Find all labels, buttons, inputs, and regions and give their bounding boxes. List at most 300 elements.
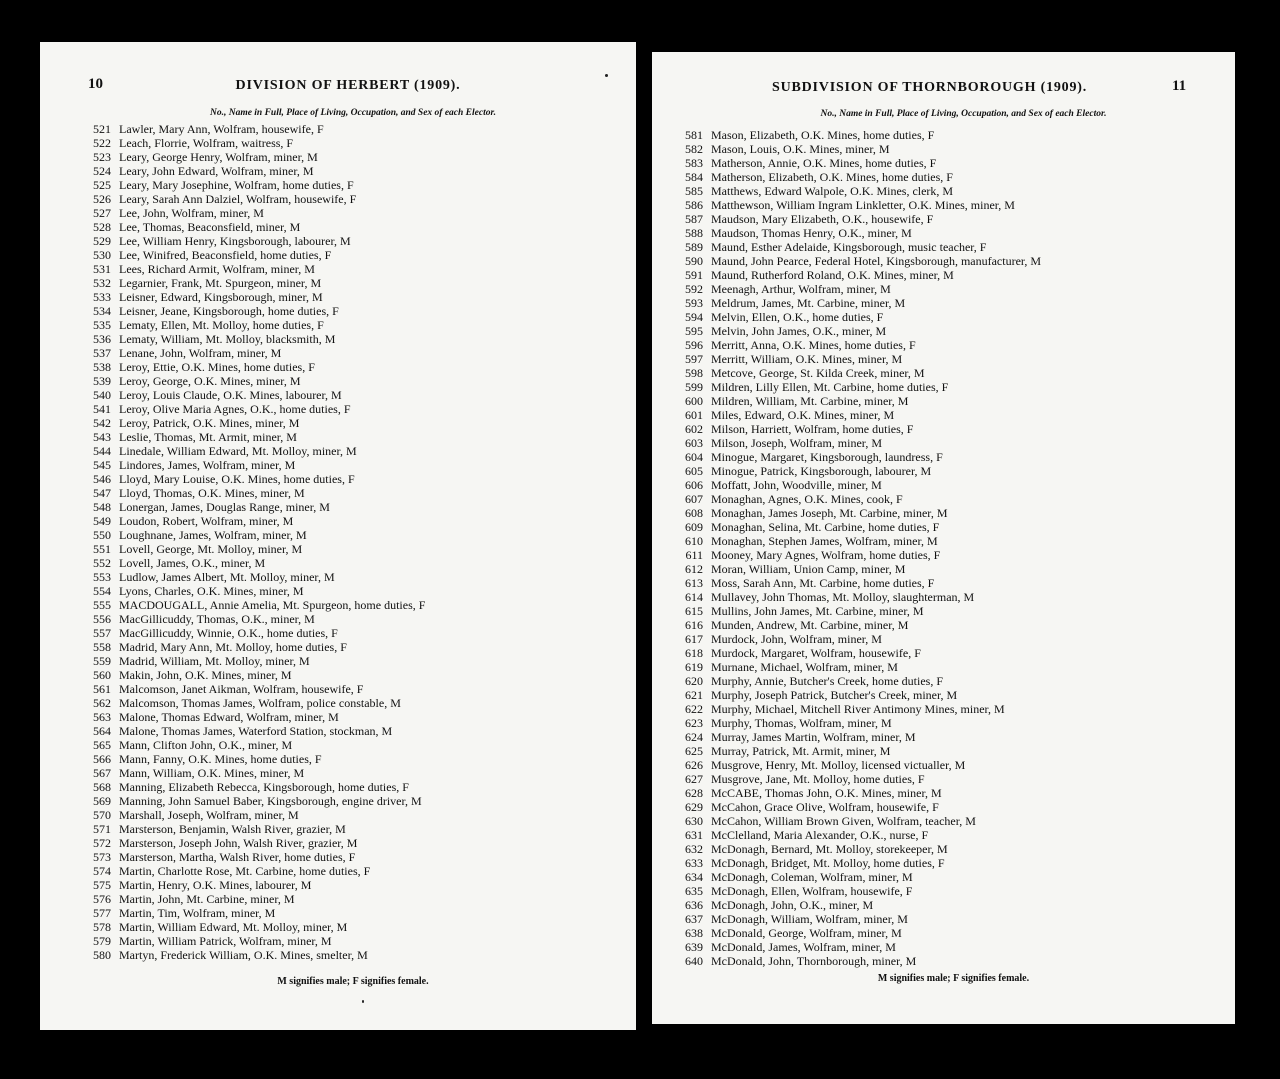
elector-entry (80, 164, 425, 178)
elector-details: Mann, Fanny, O.K. Mines, home duties, F (119, 752, 322, 766)
elector-number: 527 (93, 206, 111, 220)
elector-entry (80, 766, 425, 780)
elector-entry (672, 632, 1041, 646)
elector-number: 614 (685, 590, 703, 604)
page-footer: M signifies male; F signifies female. (877, 973, 1030, 984)
elector-number: 542 (93, 416, 111, 430)
elector-details: MacGillicuddy, Thomas, O.K., miner, M (119, 612, 315, 626)
elector-details: Leslie, Thomas, Mt. Armit, miner, M (119, 430, 297, 444)
elector-details: Minogue, Margaret, Kingsborough, laundress, F (711, 450, 943, 464)
elector-details: Murphy, Thomas, Wolfram, miner, M (711, 716, 892, 730)
elector-details: Leary, George Henry, Wolfram, miner, M (119, 150, 318, 164)
elector-number: 586 (685, 198, 703, 212)
elector-number: 595 (685, 324, 703, 338)
elector-details: Leroy, Olive Maria Agnes, O.K., home duties, F (119, 402, 351, 416)
elector-details: Lees, Richard Armit, Wolfram, miner, M (119, 262, 315, 276)
elector-number: 569 (93, 794, 111, 808)
elector-details: Mooney, Mary Agnes, Wolfram, home duties, F (711, 548, 941, 562)
elector-number: 568 (93, 780, 111, 794)
elector-details: McCahon, Grace Olive, Wolfram, housewife, F (711, 800, 939, 814)
elector-entry (672, 576, 1041, 590)
elector-number: 524 (93, 164, 111, 178)
elector-number: 602 (685, 422, 703, 436)
elector-entry (672, 744, 1041, 758)
elector-number: 598 (685, 366, 703, 380)
elector-details: Maund, John Pearce, Federal Hotel, Kingsborough, manufacturer, M (711, 254, 1042, 268)
elector-entry (672, 800, 1041, 814)
elector-details: Matthews, Edward Walpole, O.K. Mines, clerk, M (711, 184, 954, 198)
elector-entry (80, 290, 425, 304)
elector-number: 533 (93, 290, 111, 304)
elector-entry (80, 682, 425, 696)
elector-entry (80, 864, 425, 878)
elector-details: Marsterson, Joseph John, Walsh River, grazier, M (119, 836, 358, 850)
elector-number: 620 (685, 674, 703, 688)
elector-details: Lematy, Ellen, Mt. Molloy, home duties, F (119, 318, 324, 332)
elector-entry (80, 388, 425, 402)
elector-details: McClelland, Maria Alexander, O.K., nurse, F (711, 828, 929, 842)
elector-entry (672, 842, 1041, 856)
elector-details: Lenane, John, Wolfram, miner, M (119, 346, 282, 360)
elector-details: Marsterson, Benjamin, Walsh River, grazier, M (119, 822, 346, 836)
elector-entry (672, 506, 1041, 520)
elector-details: Leroy, George, O.K. Mines, miner, M (119, 374, 301, 388)
elector-details: Lovell, George, Mt. Molloy, miner, M (119, 542, 303, 556)
elector-entry (672, 142, 1041, 156)
elector-entry (672, 310, 1041, 324)
elector-details: Murphy, Michael, Mitchell River Antimony Mines, miner, M (711, 702, 1005, 716)
elector-entry (672, 240, 1041, 254)
elector-details: Lematy, William, Mt. Molloy, blacksmith, M (119, 332, 336, 346)
elector-details: Leisner, Edward, Kingsborough, miner, M (119, 290, 323, 304)
elector-number: 594 (685, 310, 703, 324)
page-title: SUBDIVISION OF THORNBOROUGH (1909). (772, 80, 1088, 95)
elector-entry (80, 906, 425, 920)
elector-details: McCahon, William Brown Given, Wolfram, teacher, M (711, 814, 976, 828)
elector-details: Martin, John, Mt. Carbine, miner, M (119, 892, 295, 906)
elector-entry (672, 814, 1041, 828)
elector-number: 550 (93, 528, 111, 542)
elector-entry (80, 150, 425, 164)
elector-list (80, 122, 425, 962)
elector-details: Leary, John Edward, Wolfram, miner, M (119, 164, 314, 178)
elector-details: Manning, John Samuel Baber, Kingsborough, engine driver, M (119, 794, 422, 808)
elector-details: Monaghan, Agnes, O.K. Mines, cook, F (711, 492, 903, 506)
elector-entry (672, 170, 1041, 184)
elector-number: 631 (685, 828, 703, 842)
elector-details: Matherson, Annie, O.K. Mines, home duties, F (711, 156, 937, 170)
elector-number: 634 (685, 870, 703, 884)
elector-details: Lloyd, Mary Louise, O.K. Mines, home duties, F (119, 472, 355, 486)
elector-entry (672, 492, 1041, 506)
elector-entry (672, 786, 1041, 800)
elector-details: Malcomson, Thomas James, Wolfram, police constable, M (119, 696, 401, 710)
elector-number: 584 (685, 170, 703, 184)
elector-entry (672, 660, 1041, 674)
elector-entry (80, 556, 425, 570)
elector-number: 573 (93, 850, 111, 864)
elector-number: 590 (685, 254, 703, 268)
elector-entry (672, 758, 1041, 772)
elector-entry (672, 688, 1041, 702)
elector-entry (672, 940, 1041, 954)
elector-entry (80, 668, 425, 682)
elector-entry (80, 570, 425, 584)
elector-number: 605 (685, 464, 703, 478)
elector-details: MACDOUGALL, Annie Amelia, Mt. Spurgeon, home duties, F (119, 598, 426, 612)
elector-details: Merritt, William, O.K. Mines, miner, M (711, 352, 903, 366)
elector-entry (672, 198, 1041, 212)
elector-number: 558 (93, 640, 111, 654)
elector-details: Lonergan, James, Douglas Range, miner, M (119, 500, 330, 514)
elector-entry (80, 318, 425, 332)
elector-details: Melvin, John James, O.K., miner, M (711, 324, 887, 338)
elector-entry (80, 276, 425, 290)
elector-details: Leach, Florrie, Wolfram, waitress, F (119, 136, 294, 150)
elector-details: Munden, Andrew, Mt. Carbine, miner, M (711, 618, 909, 632)
elector-entry (672, 226, 1041, 240)
elector-number: 639 (685, 940, 703, 954)
elector-details: Linedale, William Edward, Mt. Molloy, miner, M (119, 444, 357, 458)
elector-details: Lloyd, Thomas, O.K. Mines, miner, M (119, 486, 305, 500)
elector-number: 635 (685, 884, 703, 898)
elector-number: 616 (685, 618, 703, 632)
elector-number: 551 (93, 542, 111, 556)
elector-details: Ludlow, James Albert, Mt. Molloy, miner, M (119, 570, 335, 584)
elector-number: 626 (685, 758, 703, 772)
elector-number: 538 (93, 360, 111, 374)
elector-entry (80, 486, 425, 500)
elector-number: 544 (93, 444, 111, 458)
elector-details: Mason, Elizabeth, O.K. Mines, home duties, F (711, 128, 935, 142)
elector-number: 610 (685, 534, 703, 548)
elector-details: McDonald, James, Wolfram, miner, M (711, 940, 896, 954)
elector-number: 548 (93, 500, 111, 514)
elector-entry (80, 220, 425, 234)
elector-number: 621 (685, 688, 703, 702)
elector-entry (672, 716, 1041, 730)
elector-number: 571 (93, 822, 111, 836)
elector-entry (672, 478, 1041, 492)
elector-number: 611 (685, 548, 703, 562)
elector-entry (80, 416, 425, 430)
elector-number: 554 (93, 584, 111, 598)
elector-number: 547 (93, 486, 111, 500)
elector-details: Milson, Harriett, Wolfram, home duties, F (711, 422, 914, 436)
print-speck (362, 1000, 364, 1003)
elector-entry (80, 948, 425, 962)
elector-number: 592 (685, 282, 703, 296)
elector-details: Minogue, Patrick, Kingsborough, labourer, M (711, 464, 932, 478)
elector-details: Maund, Esther Adelaide, Kingsborough, music teacher, F (711, 240, 987, 254)
elector-number: 555 (93, 598, 111, 612)
elector-entry (672, 520, 1041, 534)
elector-details: Martin, Henry, O.K. Mines, labourer, M (119, 878, 312, 892)
elector-number: 563 (93, 710, 111, 724)
elector-entry (672, 408, 1041, 422)
elector-entry (80, 374, 425, 388)
page-title: DIVISION OF HERBERT (1909). (235, 78, 461, 93)
elector-number: 574 (93, 864, 111, 878)
elector-number: 572 (93, 836, 111, 850)
elector-details: Murdock, Margaret, Wolfram, housewife, F (711, 646, 921, 660)
elector-number: 560 (93, 668, 111, 682)
elector-number: 549 (93, 514, 111, 528)
elector-entry (80, 626, 425, 640)
elector-number: 600 (685, 394, 703, 408)
elector-details: McCABE, Thomas John, O.K. Mines, miner, M (711, 786, 942, 800)
elector-number: 540 (93, 388, 111, 402)
elector-details: Miles, Edward, O.K. Mines, miner, M (711, 408, 895, 422)
elector-number: 629 (685, 800, 703, 814)
elector-details: McDonald, George, Wolfram, miner, M (711, 926, 902, 940)
elector-number: 532 (93, 276, 111, 290)
elector-details: Meldrum, James, Mt. Carbine, miner, M (711, 296, 906, 310)
elector-entry (672, 380, 1041, 394)
elector-details: Milson, Joseph, Wolfram, miner, M (711, 436, 882, 450)
elector-details: Lee, Thomas, Beaconsfield, miner, M (119, 220, 301, 234)
elector-number: 603 (685, 436, 703, 450)
elector-number: 545 (93, 458, 111, 472)
elector-number: 601 (685, 408, 703, 422)
elector-entry (80, 458, 425, 472)
elector-details: Malcomson, Janet Aikman, Wolfram, housewife, F (119, 682, 364, 696)
page-number: 10 (88, 76, 103, 92)
elector-entry (80, 724, 425, 738)
elector-number: 521 (93, 122, 111, 136)
elector-entry (672, 128, 1041, 142)
elector-details: McDonagh, Ellen, Wolfram, housewife, F (711, 884, 913, 898)
elector-entry (80, 920, 425, 934)
elector-entry (672, 268, 1041, 282)
elector-details: Leary, Sarah Ann Dalziel, Wolfram, housewife, F (119, 192, 357, 206)
elector-number: 624 (685, 730, 703, 744)
elector-details: Mason, Louis, O.K. Mines, miner, M (711, 142, 890, 156)
elector-number: 588 (685, 226, 703, 240)
elector-details: Leary, Mary Josephine, Wolfram, home duties, F (119, 178, 354, 192)
elector-number: 543 (93, 430, 111, 444)
elector-entry (672, 926, 1041, 940)
elector-details: Mildren, William, Mt. Carbine, miner, M (711, 394, 909, 408)
elector-details: Murphy, Joseph Patrick, Butcher's Creek, miner, M (711, 688, 958, 702)
elector-entry (672, 618, 1041, 632)
elector-number: 525 (93, 178, 111, 192)
elector-entry (80, 262, 425, 276)
elector-details: Mann, Clifton John, O.K., miner, M (119, 738, 293, 752)
elector-details: MacGillicuddy, Winnie, O.K., home duties, F (119, 626, 338, 640)
elector-number: 537 (93, 346, 111, 360)
elector-details: Martin, William Patrick, Wolfram, miner, M (119, 934, 332, 948)
elector-entry (80, 136, 425, 150)
elector-details: Murdock, John, Wolfram, miner, M (711, 632, 882, 646)
elector-entry (80, 710, 425, 724)
elector-details: Maund, Rutherford Roland, O.K. Mines, miner, M (711, 268, 954, 282)
elector-entry (672, 450, 1041, 464)
elector-entry (672, 772, 1041, 786)
elector-number: 596 (685, 338, 703, 352)
page-footer: M signifies male; F signifies female. (277, 976, 429, 987)
elector-details: Leroy, Louis Claude, O.K. Mines, labourer, M (119, 388, 342, 402)
elector-entry (672, 534, 1041, 548)
elector-entry (672, 646, 1041, 660)
elector-details: Leisner, Jeane, Kingsborough, home duties, F (119, 304, 339, 318)
elector-entry (80, 598, 425, 612)
elector-details: McDonagh, John, O.K., miner, M (711, 898, 874, 912)
elector-number: 567 (93, 766, 111, 780)
elector-details: Matherson, Elizabeth, O.K. Mines, home duties, F (711, 170, 953, 184)
elector-number: 529 (93, 234, 111, 248)
elector-details: McDonagh, Coleman, Wolfram, miner, M (711, 870, 913, 884)
print-speck (605, 74, 608, 77)
elector-entry (672, 590, 1041, 604)
elector-number: 536 (93, 332, 111, 346)
elector-entry (80, 738, 425, 752)
elector-number: 622 (685, 702, 703, 716)
elector-entry (80, 654, 425, 668)
elector-number: 582 (685, 142, 703, 156)
elector-number: 636 (685, 898, 703, 912)
elector-entry (672, 184, 1041, 198)
elector-details: Leroy, Ettie, O.K. Mines, home duties, F (119, 360, 315, 374)
elector-number: 628 (685, 786, 703, 800)
elector-entry (80, 836, 425, 850)
elector-entry (80, 248, 425, 262)
elector-number: 589 (685, 240, 703, 254)
elector-entry (672, 604, 1041, 618)
elector-number: 587 (685, 212, 703, 226)
elector-list (672, 128, 1041, 968)
elector-number: 562 (93, 696, 111, 710)
elector-number: 552 (93, 556, 111, 570)
elector-number: 604 (685, 450, 703, 464)
elector-number: 627 (685, 772, 703, 786)
column-subheader: No., Name in Full, Place of Living, Occupation, and Sex of each Elector. (820, 109, 1107, 119)
elector-number: 609 (685, 520, 703, 534)
elector-details: Loudon, Robert, Wolfram, miner, M (119, 514, 294, 528)
elector-number: 593 (685, 296, 703, 310)
elector-number: 539 (93, 374, 111, 388)
elector-number: 617 (685, 632, 703, 646)
elector-number: 534 (93, 304, 111, 318)
elector-entry (672, 954, 1041, 968)
elector-number: 585 (685, 184, 703, 198)
elector-number: 608 (685, 506, 703, 520)
elector-number: 606 (685, 478, 703, 492)
elector-number: 607 (685, 492, 703, 506)
elector-entry (80, 780, 425, 794)
elector-number: 640 (685, 954, 703, 968)
elector-details: Loughnane, James, Wolfram, miner, M (119, 528, 307, 542)
elector-entry (672, 338, 1041, 352)
elector-details: Murphy, Annie, Butcher's Creek, home duties, F (711, 674, 944, 688)
elector-entry (672, 352, 1041, 366)
elector-details: Lyons, Charles, O.K. Mines, miner, M (119, 584, 304, 598)
elector-entry (80, 402, 425, 416)
elector-entry (80, 934, 425, 948)
elector-details: Mullavey, John Thomas, Mt. Molloy, slaughterman, M (711, 590, 975, 604)
elector-number: 630 (685, 814, 703, 828)
elector-entry (80, 122, 425, 136)
elector-number: 528 (93, 220, 111, 234)
elector-number: 531 (93, 262, 111, 276)
elector-entry (80, 514, 425, 528)
elector-number: 597 (685, 352, 703, 366)
elector-entry (672, 212, 1041, 226)
elector-details: Lee, Winifred, Beaconsfield, home duties, F (119, 248, 332, 262)
elector-number: 577 (93, 906, 111, 920)
elector-number: 623 (685, 716, 703, 730)
elector-number: 581 (685, 128, 703, 142)
elector-details: Monaghan, Selina, Mt. Carbine, home duties, F (711, 520, 940, 534)
right-page (652, 52, 1235, 1024)
elector-entry (80, 528, 425, 542)
elector-number: 557 (93, 626, 111, 640)
elector-details: Maudson, Mary Elizabeth, O.K., housewife, F (711, 212, 934, 226)
elector-entry (672, 394, 1041, 408)
elector-details: Malone, Thomas Edward, Wolfram, miner, M (119, 710, 339, 724)
elector-entry (672, 436, 1041, 450)
elector-entry (80, 206, 425, 220)
elector-details: Martin, Charlotte Rose, Mt. Carbine, home duties, F (119, 864, 371, 878)
elector-details: Mullins, John James, Mt. Carbine, miner, M (711, 604, 924, 618)
elector-number: 580 (93, 948, 111, 962)
elector-entry (80, 794, 425, 808)
elector-details: Matthewson, William Ingram Linkletter, O.K. Mines, miner, M (711, 198, 1015, 212)
elector-details: Martin, William Edward, Mt. Molloy, miner, M (119, 920, 348, 934)
elector-details: Meenagh, Arthur, Wolfram, miner, M (711, 282, 891, 296)
elector-entry (672, 870, 1041, 884)
elector-entry (672, 324, 1041, 338)
elector-number: 579 (93, 934, 111, 948)
elector-entry (672, 702, 1041, 716)
elector-details: Murray, Patrick, Mt. Armit, miner, M (711, 744, 891, 758)
elector-entry (80, 500, 425, 514)
elector-number: 541 (93, 402, 111, 416)
elector-details: McDonagh, Bernard, Mt. Molloy, storekeeper, M (711, 842, 948, 856)
elector-details: Lee, John, Wolfram, miner, M (119, 206, 264, 220)
elector-entry (80, 752, 425, 766)
elector-entry (80, 472, 425, 486)
elector-number: 530 (93, 248, 111, 262)
elector-number: 526 (93, 192, 111, 206)
elector-details: Lee, William Henry, Kingsborough, labourer, M (119, 234, 351, 248)
elector-number: 556 (93, 612, 111, 626)
elector-entry (80, 850, 425, 864)
elector-details: Moran, William, Union Camp, miner, M (711, 562, 906, 576)
elector-number: 522 (93, 136, 111, 150)
elector-entry (80, 640, 425, 654)
elector-number: 570 (93, 808, 111, 822)
elector-number: 633 (685, 856, 703, 870)
elector-entry (672, 548, 1041, 562)
elector-details: Manning, Elizabeth Rebecca, Kingsborough, home duties, F (119, 780, 409, 794)
elector-entry (80, 822, 425, 836)
elector-entry (672, 828, 1041, 842)
elector-details: Murray, James Martin, Wolfram, miner, M (711, 730, 916, 744)
elector-entry (672, 366, 1041, 380)
elector-details: Lovell, James, O.K., miner, M (119, 556, 266, 570)
elector-details: Lindores, James, Wolfram, miner, M (119, 458, 296, 472)
elector-entry (672, 912, 1041, 926)
elector-number: 561 (93, 682, 111, 696)
elector-details: Metcove, George, St. Kilda Creek, miner, M (711, 366, 925, 380)
elector-number: 599 (685, 380, 703, 394)
elector-details: Mann, William, O.K. Mines, miner, M (119, 766, 305, 780)
elector-entry (80, 878, 425, 892)
elector-details: Maudson, Thomas Henry, O.K., miner, M (711, 226, 912, 240)
left-page (40, 42, 636, 1030)
elector-entry (672, 856, 1041, 870)
